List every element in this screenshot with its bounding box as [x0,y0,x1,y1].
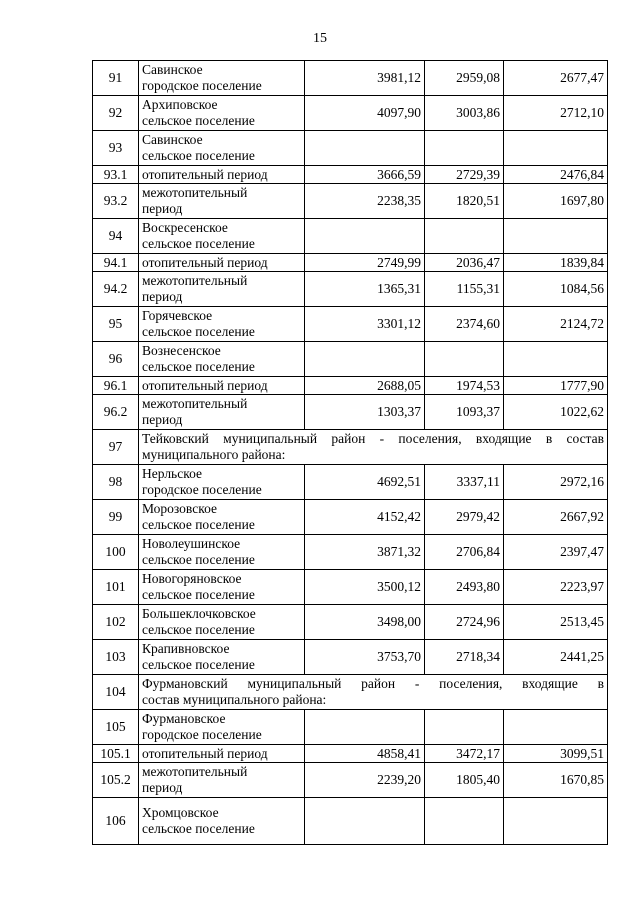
table-row [93,430,608,465]
row-number: 94.2 [93,272,139,307]
tariff-value-v3: 1839,84 [504,254,608,272]
tariff-value-v1: 3871,32 [305,535,425,570]
name-line: межотопительный [142,396,248,411]
name-line: отопительный период [142,254,268,270]
name-line: городское поселение [142,78,262,93]
settlement-name [139,763,305,798]
tariff-value-v2 [425,798,504,845]
name-line: отопительный период [142,745,268,761]
row-number: 97 [93,430,139,465]
tariff-value-v2: 2718,34 [425,640,504,675]
settlement-name [139,465,305,500]
tariff-value-v2: 1093,37 [425,395,504,430]
table-row [93,342,608,377]
row-number: 91 [93,61,139,96]
row-number: 96.1 [93,377,139,395]
row-number: 101 [93,570,139,605]
tariff-value-v1: 4692,51 [305,465,425,500]
table-row [93,166,608,184]
name-line: муниципального района: [142,447,286,462]
name-line: сельское поселение [142,587,255,602]
settlement-name [139,798,305,845]
tariff-value-v2 [425,342,504,377]
tariff-value-v1: 2238,35 [305,184,425,219]
row-number: 105 [93,710,139,745]
name-line: сельское поселение [142,148,255,163]
tariff-value-v2: 3337,11 [425,465,504,500]
row-number: 104 [93,675,139,710]
row-number: 98 [93,465,139,500]
row-number: 93.2 [93,184,139,219]
name-line: сельское поселение [142,324,255,339]
name-line: городское поселение [142,727,262,742]
settlement-name [139,570,305,605]
name-line: период [142,780,183,795]
settlement-name [139,640,305,675]
name-line: Новолеушинское [142,536,241,551]
tariff-value-v1: 1303,37 [305,395,425,430]
tariff-value-v1 [305,219,425,254]
table-row [93,640,608,675]
name-line: Фурмановское [142,711,226,726]
table-row [93,763,608,798]
settlement-name [139,745,305,763]
table-row [93,377,608,395]
name-line: сельское поселение [142,236,255,251]
name-line: период [142,289,183,304]
table-row [93,254,608,272]
tariff-value-v3: 1777,90 [504,377,608,395]
tariff-value-v1: 3500,12 [305,570,425,605]
tariff-value-v2: 2493,80 [425,570,504,605]
tariff-value-v2 [425,219,504,254]
tariff-value-v3: 1084,56 [504,272,608,307]
tariff-value-v2: 1805,40 [425,763,504,798]
tariff-value-v2 [425,131,504,166]
district-heading [139,430,608,465]
tariff-value-v2: 2036,47 [425,254,504,272]
row-number: 94 [93,219,139,254]
name-line: сельское поселение [142,113,255,128]
tariff-value-v3: 2476,84 [504,166,608,184]
name-line: Воскресенское [142,220,228,235]
settlement-name [139,272,305,307]
tariff-value-v2: 3003,86 [425,96,504,131]
tariff-value-v3: 1022,62 [504,395,608,430]
page-number: 15 [313,31,327,46]
settlement-name [139,166,305,184]
tariff-value-v2: 2374,60 [425,307,504,342]
settlement-name [139,96,305,131]
tariff-value-v2: 3472,17 [425,745,504,763]
name-line: Тейковский муниципальный район - поселения, входящие в состав [142,431,604,446]
row-number: 96 [93,342,139,377]
name-line: сельское поселение [142,657,255,672]
table-row [93,500,608,535]
name-line: Большеклочковское [142,606,256,621]
tariff-value-v1: 3666,59 [305,166,425,184]
settlement-name [139,254,305,272]
settlement-name [139,131,305,166]
tariff-value-v2: 1155,31 [425,272,504,307]
tariff-value-v1 [305,710,425,745]
name-line: Фурмановский муниципальный район - поселения, входящие в [142,676,604,691]
name-line: Савинское [142,62,203,77]
row-number: 93 [93,131,139,166]
name-line: Нерльское [142,466,202,481]
table-row [93,395,608,430]
table-row [93,605,608,640]
tariff-value-v3: 3099,51 [504,745,608,763]
settlement-name [139,710,305,745]
tariff-value-v3: 2223,97 [504,570,608,605]
tariff-value-v1: 1365,31 [305,272,425,307]
table-row [93,535,608,570]
tariff-value-v2: 2724,96 [425,605,504,640]
tariff-value-v1 [305,342,425,377]
row-number: 95 [93,307,139,342]
row-number: 103 [93,640,139,675]
tariff-value-v2: 1974,53 [425,377,504,395]
settlement-name [139,184,305,219]
settlement-name [139,219,305,254]
tariff-value-v3: 2513,45 [504,605,608,640]
row-number: 92 [93,96,139,131]
table-row [93,710,608,745]
tariff-value-v1: 4152,42 [305,500,425,535]
district-heading [139,675,608,710]
tariff-value-v3: 2124,72 [504,307,608,342]
name-line: сельское поселение [142,552,255,567]
name-line: период [142,412,183,427]
name-line: сельское поселение [142,821,255,836]
table-row [93,745,608,763]
row-number: 105.1 [93,745,139,763]
row-number: 99 [93,500,139,535]
settlement-name [139,307,305,342]
table-row [93,272,608,307]
tariff-value-v3: 2972,16 [504,465,608,500]
table-row [93,131,608,166]
table-row [93,465,608,500]
row-number: 96.2 [93,395,139,430]
tariff-value-v3 [504,131,608,166]
settlement-name [139,500,305,535]
tariff-value-v3: 2441,25 [504,640,608,675]
tariff-value-v3: 2712,10 [504,96,608,131]
row-number: 106 [93,798,139,845]
table-row [93,219,608,254]
name-line: межотопительный [142,185,248,200]
name-line: отопительный период [142,166,268,182]
name-line: Морозовское [142,501,217,516]
tariff-value-v2: 2706,84 [425,535,504,570]
name-line: межотопительный [142,764,248,779]
name-line: межотопительный [142,273,248,288]
tariff-value-v1: 4097,90 [305,96,425,131]
settlement-name [139,342,305,377]
row-number: 102 [93,605,139,640]
settlement-name [139,61,305,96]
tariff-value-v2: 1820,51 [425,184,504,219]
tariff-value-v1 [305,131,425,166]
name-line: Хромцовское [142,805,219,820]
tariff-value-v1: 3301,12 [305,307,425,342]
table-row [93,570,608,605]
name-line: сельское поселение [142,359,255,374]
tariff-value-v1: 2239,20 [305,763,425,798]
tariff-value-v1: 2749,99 [305,254,425,272]
tariff-value-v1: 3753,70 [305,640,425,675]
name-line: Вознесенское [142,343,221,358]
table-row [93,675,608,710]
tariff-value-v2: 2979,42 [425,500,504,535]
settlement-name [139,535,305,570]
name-line: состав муниципального района: [142,692,327,707]
table-row [93,798,608,845]
tariff-value-v3: 2677,47 [504,61,608,96]
name-line: Савинское [142,132,203,147]
name-line: Крапивновское [142,641,230,656]
name-line: Горячевское [142,308,213,323]
tariff-value-v2: 2729,39 [425,166,504,184]
tariff-value-v3 [504,710,608,745]
tariff-table [92,60,608,845]
row-number: 100 [93,535,139,570]
tariff-value-v3: 2667,92 [504,500,608,535]
settlement-name [139,377,305,395]
tariff-value-v1: 3498,00 [305,605,425,640]
tariff-value-v3: 2397,47 [504,535,608,570]
table-row [93,61,608,96]
tariff-value-v1: 3981,12 [305,61,425,96]
name-line: сельское поселение [142,622,255,637]
table-row [93,307,608,342]
tariff-value-v1: 2688,05 [305,377,425,395]
tariff-value-v1: 4858,41 [305,745,425,763]
name-line: период [142,201,183,216]
tariff-value-v3: 1697,80 [504,184,608,219]
tariff-value-v3: 1670,85 [504,763,608,798]
table-row [93,184,608,219]
name-line: городское поселение [142,482,262,497]
tariff-value-v1 [305,798,425,845]
tariff-value-v2 [425,710,504,745]
name-line: отопительный период [142,377,268,393]
name-line: Архиповское [142,97,218,112]
name-line: сельское поселение [142,517,255,532]
table-row [93,96,608,131]
tariff-value-v3 [504,219,608,254]
row-number: 93.1 [93,166,139,184]
settlement-name [139,395,305,430]
tariff-value-v3 [504,342,608,377]
name-line: Новогоряновское [142,571,242,586]
row-number: 105.2 [93,763,139,798]
settlement-name [139,605,305,640]
row-number: 94.1 [93,254,139,272]
tariff-value-v3 [504,798,608,845]
tariff-value-v2: 2959,08 [425,61,504,96]
tariff-table-body [93,61,608,845]
